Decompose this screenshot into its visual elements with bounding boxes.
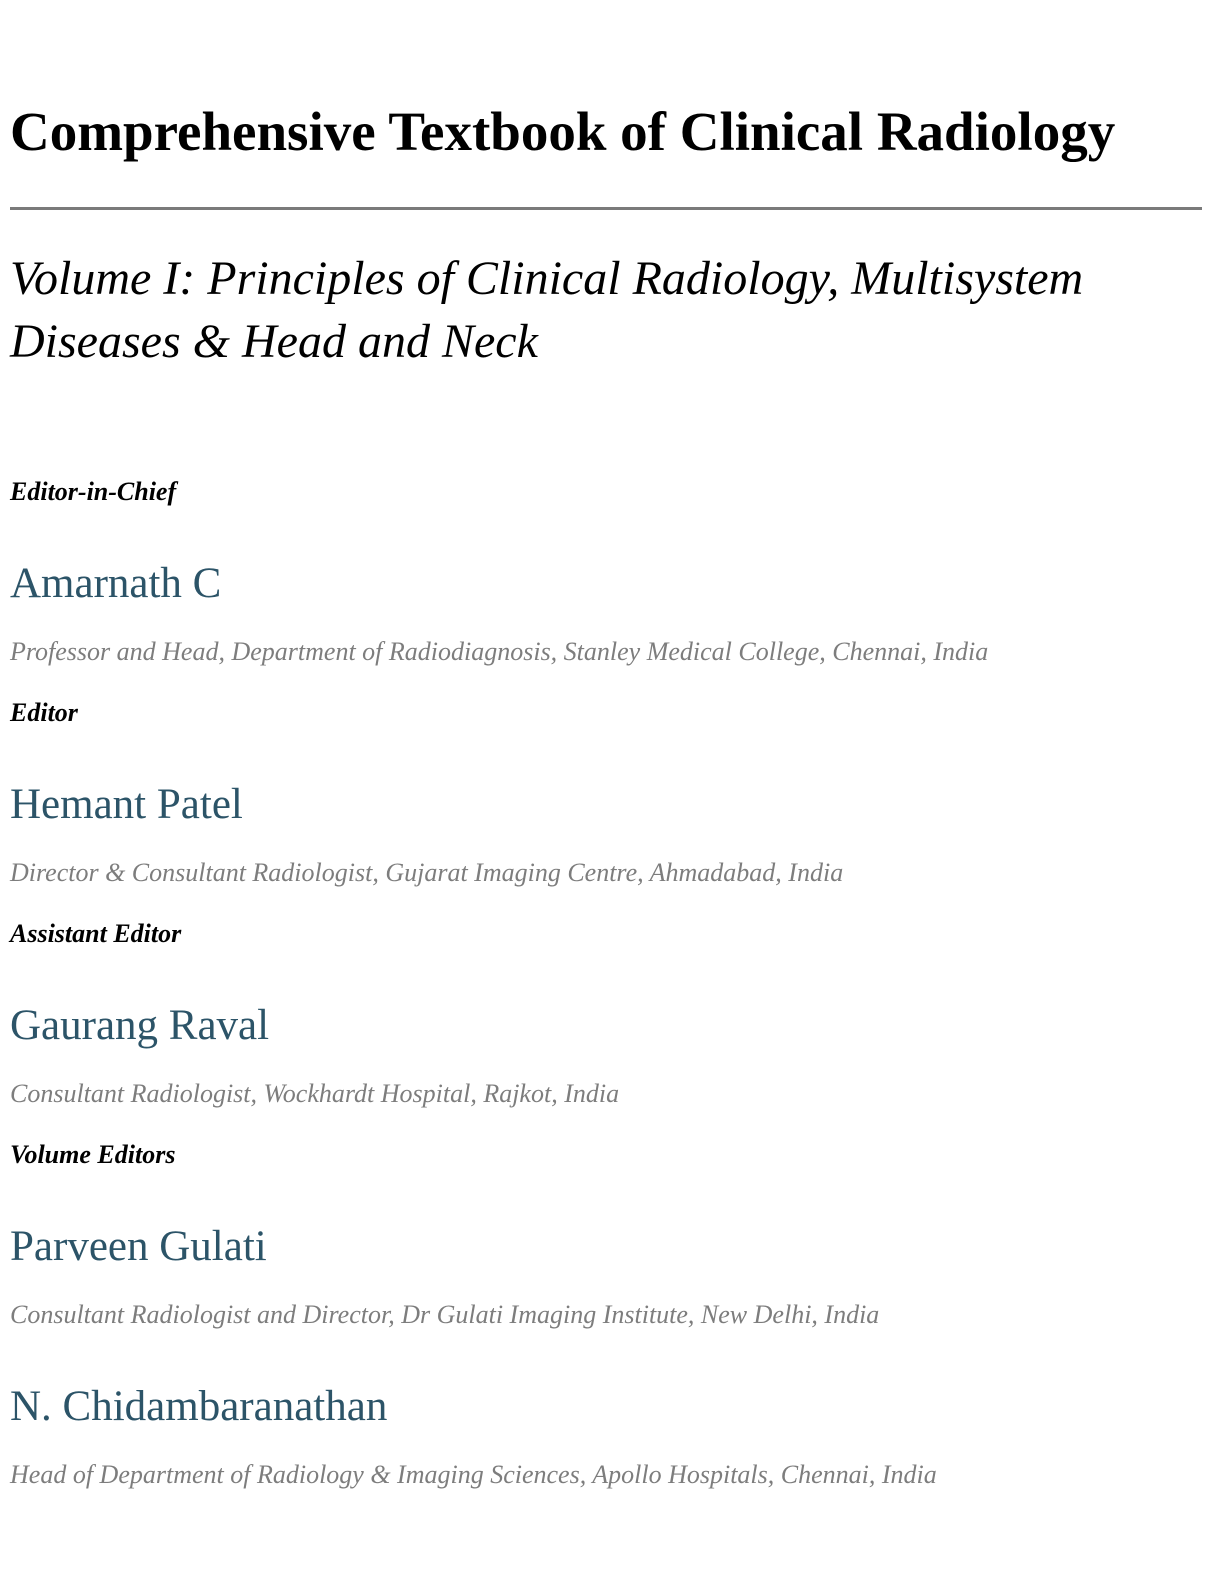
assistant-editor-affiliation: Consultant Radiologist, Wockhardt Hospital, Rajkot, India — [10, 1079, 620, 1108]
editor-affiliation: Director & Consultant Radiologist, Gujarat Imaging Centre, Ahmadabad, India — [10, 858, 844, 887]
assistant-editor-name: Gaurang Raval — [10, 1002, 270, 1049]
editor-in-chief-affiliation: Professor and Head, Department of Radiodiagnosis, Stanley Medical College, Chennai, India — [10, 637, 989, 666]
editor-heading: Editor — [10, 698, 78, 727]
volume-editors-heading: Volume Editors — [10, 1140, 176, 1169]
book-title: Comprehensive Textbook of Clinical Radiology — [10, 101, 1116, 162]
volume-title: Volume I: Principles of Clinical Radiology, Multisystem Diseases & Head and Neck — [10, 252, 1084, 368]
volume-editor-affiliation: Consultant Radiologist and Director, Dr Gulati Imaging Institute, New Delhi, India — [10, 1300, 880, 1329]
volume-editor-name: Parveen Gulati — [10, 1223, 267, 1270]
editor-in-chief-heading: Editor-in-Chief — [10, 477, 177, 506]
assistant-editor-heading: Assistant Editor — [10, 919, 182, 948]
editor-name: Hemant Patel — [10, 781, 243, 828]
volume-editor-affiliation: Head of Department of Radiology & Imaging Sciences, Apollo Hospitals, Chennai, India — [10, 1460, 937, 1489]
title-divider — [10, 207, 1202, 210]
volume-editor-name: N. Chidambaranathan — [10, 1383, 388, 1430]
editor-in-chief-name: Amarnath C — [10, 560, 222, 607]
